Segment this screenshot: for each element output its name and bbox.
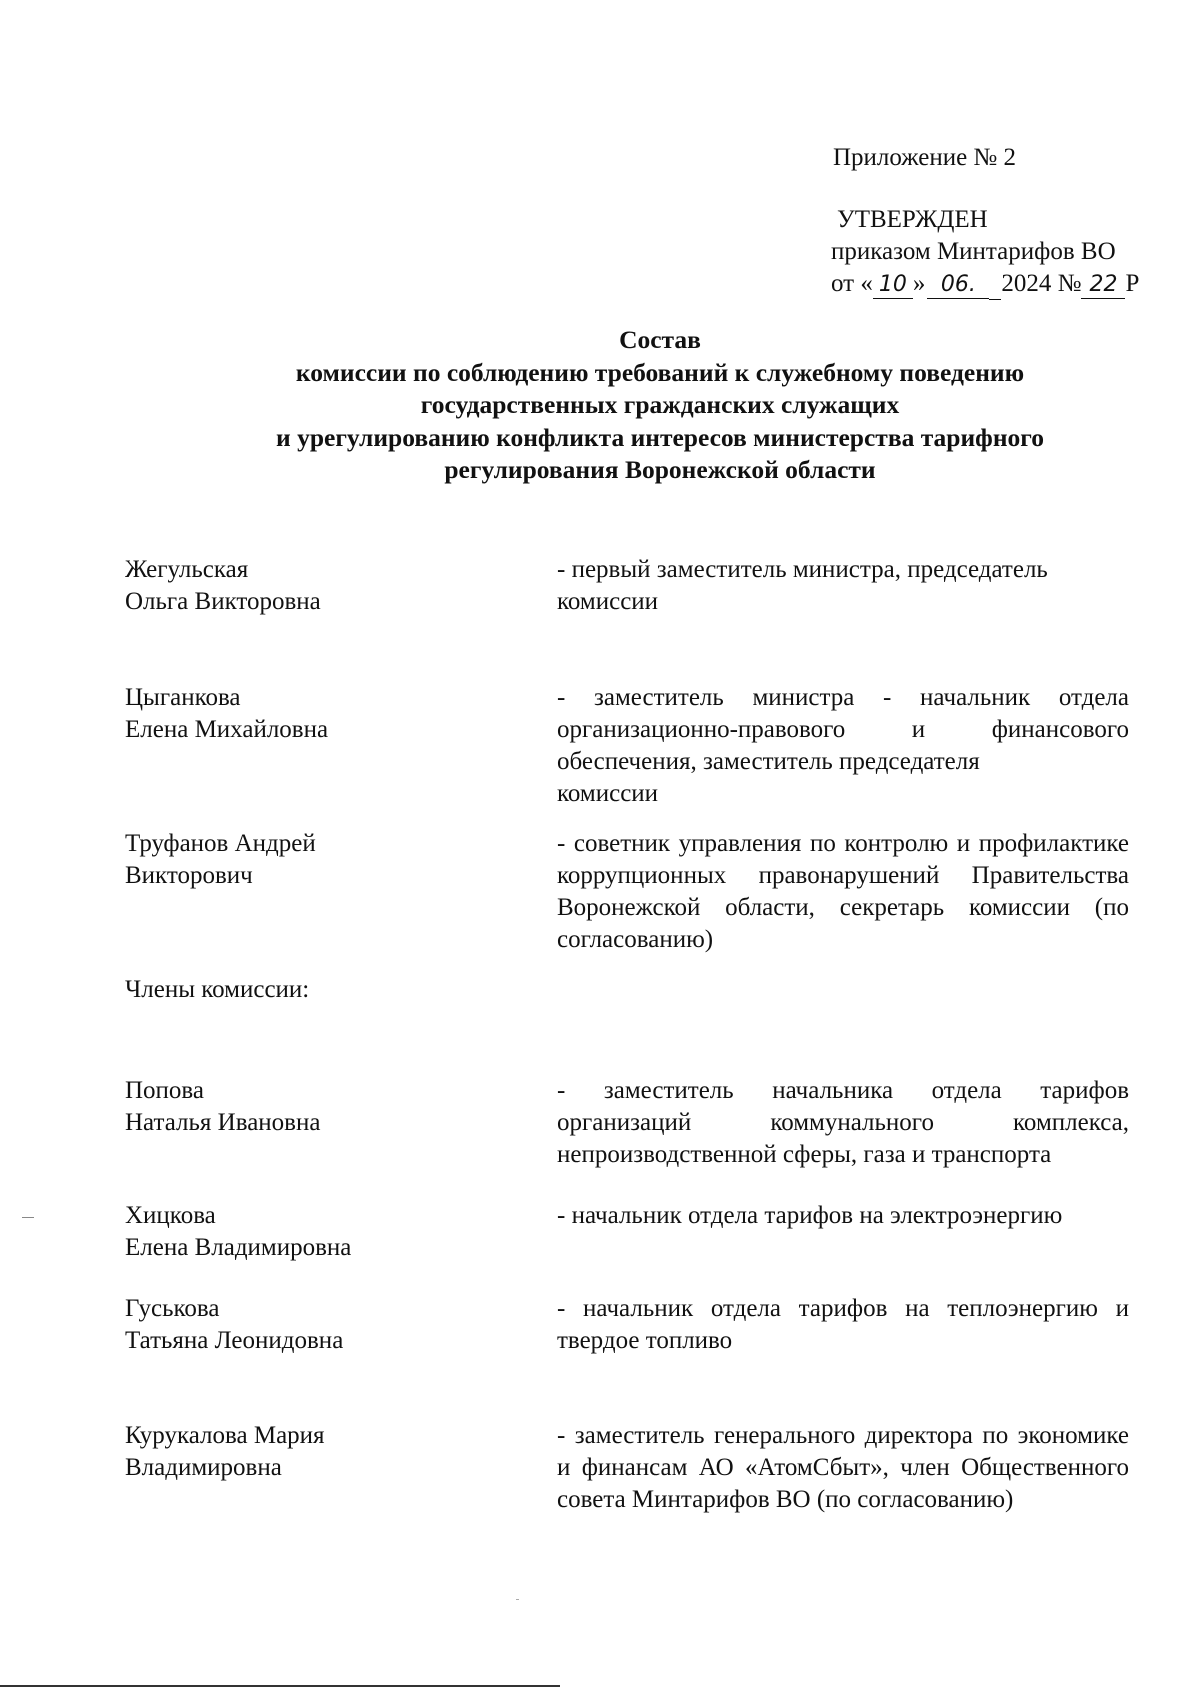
members-section-label: Члены комиссии: [125,976,310,1003]
title-line: государственных гражданских служащих [420,390,900,419]
title-line: комиссии по соблюдению требований к служебному поведению [295,357,1025,387]
member-role: - заместитель министра - начальник отдела организационно-правового и финансового обеспечения, заместитель председателя комиссии [557,684,1129,807]
footer-rule [0,1685,560,1687]
member-name: Жегульская Ольга Викторовна [125,556,321,615]
date-prefix: от « [831,270,873,297]
member-name: Курукалова Мария Владимировна [125,1422,325,1481]
handwritten-order-number: 22 [1081,272,1125,299]
date-year: 2024 № [1001,270,1082,297]
member-role: - заместитель начальника отдела тарифов организаций коммунального комплекса, непроизводственной сферы, газа и транспорта [557,1077,1129,1168]
title-line: и урегулированию конфликта интересов министерства тарифного [276,422,1044,452]
scan-dot [516,1599,519,1600]
member-role: - заместитель генерального директора по экономике и финансам АО «АтомСбыт», член Общественного совета Минтарифов ВО (по согласованию) [557,1422,1129,1513]
handwritten-day: 10 [873,272,913,299]
member-name: Попова Наталья Ивановна [125,1077,321,1136]
member-name: Хицкова Елена Владимировна [125,1202,352,1261]
member-name: Гуськова Татьяна Леонидовна [125,1295,344,1354]
member-name: Труфанов Андрей Викторович [125,830,316,889]
order-suffix: Р [1125,270,1140,297]
member-role: - первый заместитель министра, председатель комиссии [557,556,1048,615]
approved-label: УТВЕРЖДЕН [837,206,988,233]
margin-tick-mark [22,1217,34,1218]
member-name: Цыганкова Елена Михайловна [125,684,329,743]
member-role: - советник управления по контролю и профилактике коррупционных правонарушений Правительства Воронежской области, секретарь комиссии (по согласованию) [557,830,1129,953]
order-line: приказом Минтарифов ВО [831,238,1116,265]
date-mid: » [912,270,926,297]
title-line: Состав [619,325,701,354]
member-role: - начальник отдела тарифов на электроэнергию [557,1202,1063,1229]
appendix-label: Приложение № 2 [833,144,1017,171]
member-role: - начальник отдела тарифов на теплоэнергию и твердое топливо [557,1295,1129,1354]
title-line: регулирования Воронежской области [444,455,876,484]
handwritten-month: 06. [927,272,989,299]
